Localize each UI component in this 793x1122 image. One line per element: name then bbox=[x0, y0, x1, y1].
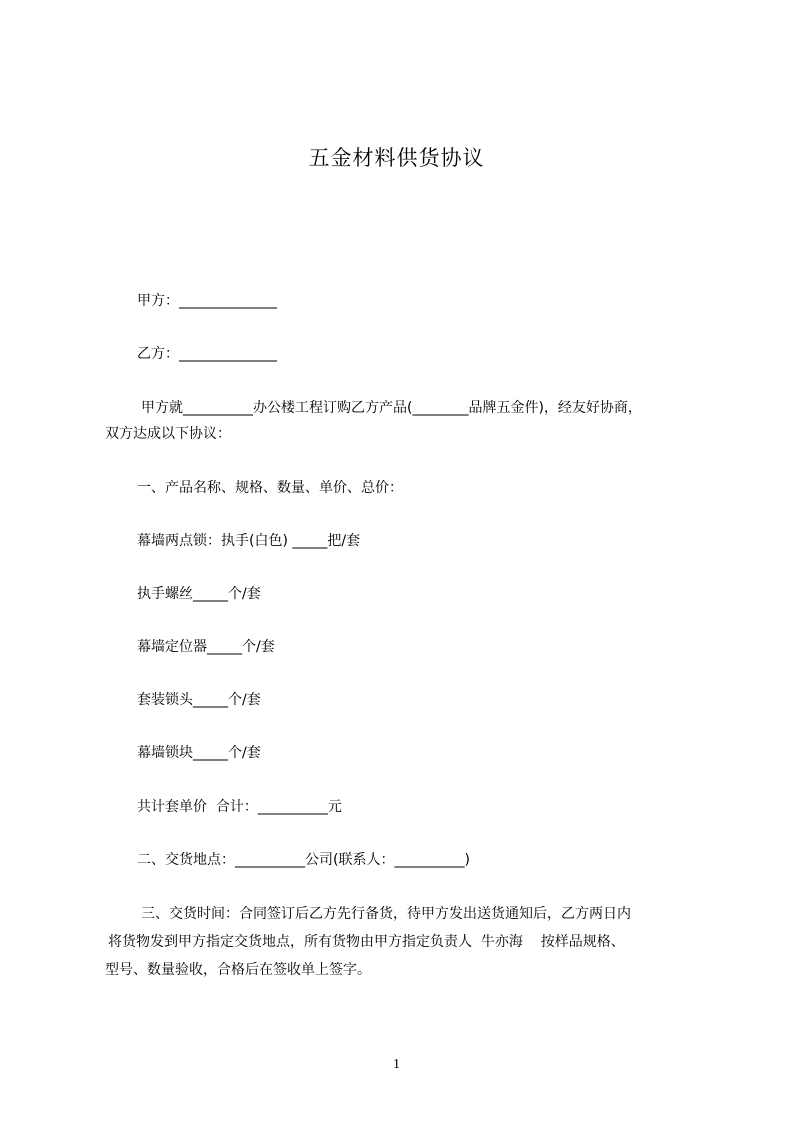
party-b-line: 乙方：______________ bbox=[137, 346, 277, 362]
section-1-heading: 一、产品名称、规格、数量、单价、总价： bbox=[137, 480, 403, 496]
document-title: 五金材料供货协议 bbox=[308, 146, 485, 170]
item-line: 幕墙锁块_____个/套 bbox=[137, 745, 261, 761]
page-number: 1 bbox=[393, 1057, 400, 1072]
intro-line-2: 双方达成以下协议： bbox=[105, 426, 231, 442]
item-line: 套装锁头_____个/套 bbox=[137, 692, 261, 708]
item-line: 幕墙两点锁：执手(白色) _____把/套 bbox=[137, 533, 361, 549]
total-line: 共计套单价 合计：__________元 bbox=[137, 799, 342, 815]
section-2-line: 二、交货地点：__________公司(联系人：__________) bbox=[137, 852, 470, 868]
item-line: 幕墙定位器_____个/套 bbox=[137, 639, 275, 655]
item-line: 执手螺丝_____个/套 bbox=[137, 586, 261, 602]
section-3-line-2: 将货物发到甲方指定交货地点，所有货物由甲方指定负责人 牛亦海 按样品规格、 bbox=[108, 934, 625, 950]
section-3-line-3: 型号、数量验收，合格后在签收单上签字。 bbox=[105, 962, 371, 978]
party-a-line: 甲方：______________ bbox=[137, 293, 277, 309]
section-3-line-1: 三、交货时间：合同签订后乙方先行备货，待甲方发出送货通知后，乙方两日内 bbox=[141, 906, 631, 922]
intro-line-1: 甲方就__________办公楼工程订购乙方产品(________品牌五金件)，经友好协商， bbox=[141, 400, 642, 416]
